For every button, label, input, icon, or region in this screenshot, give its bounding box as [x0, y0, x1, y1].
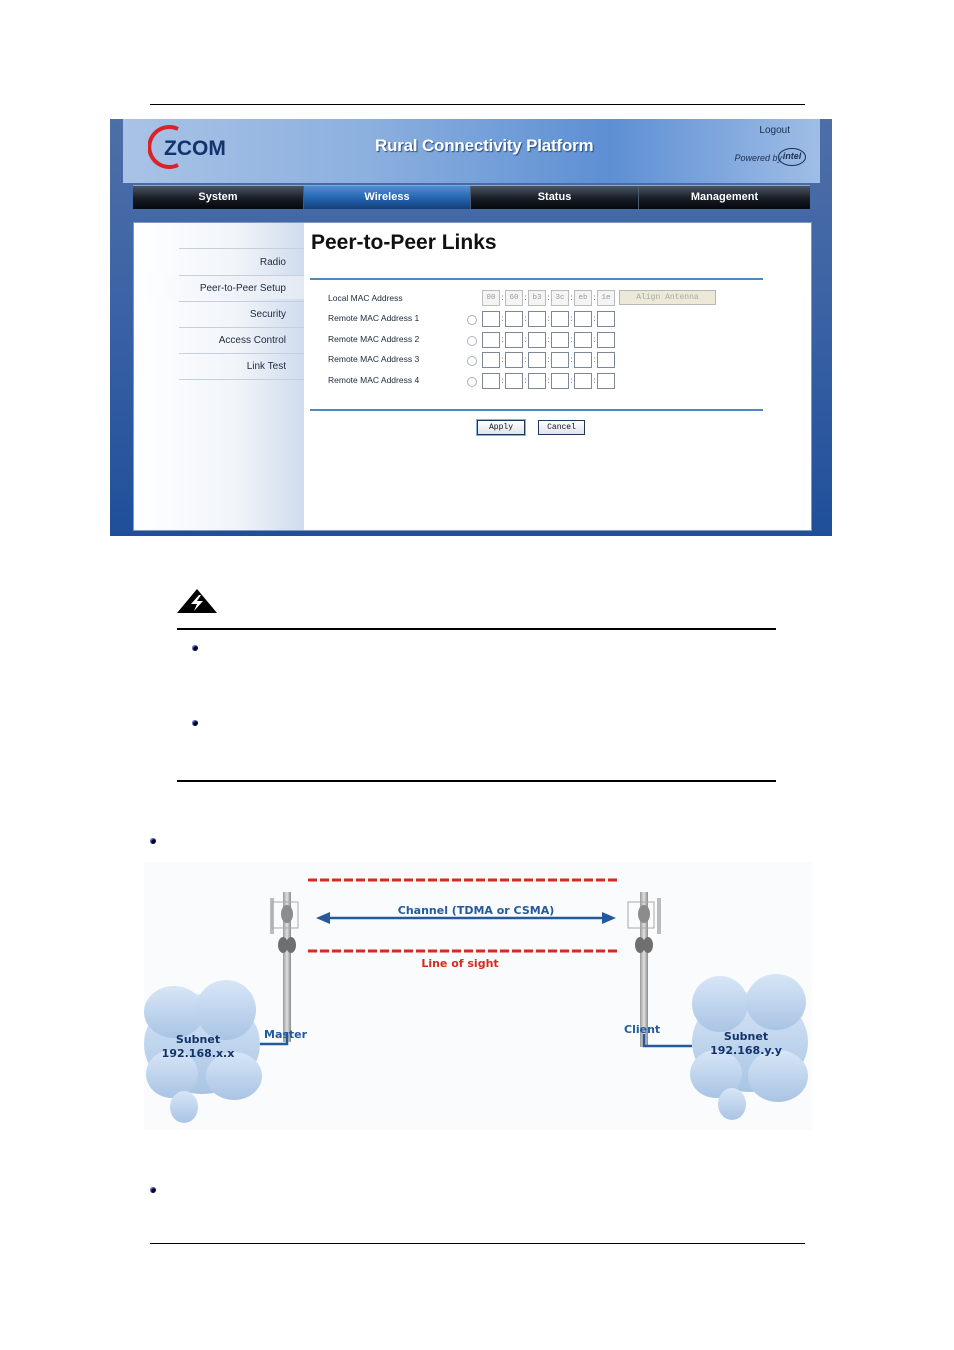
sidebar-divider [179, 275, 304, 276]
page-title: Peer-to-Peer Links [311, 231, 497, 254]
page-top-rule [150, 104, 805, 105]
mac-octet-input[interactable] [505, 332, 523, 348]
sidebar-item-link-test[interactable]: Link Test [246, 361, 286, 372]
tab-status[interactable]: Status [471, 186, 639, 209]
app-screenshot [110, 119, 832, 536]
sidebar [134, 223, 304, 530]
local-mac-octet: eb [574, 290, 592, 306]
subnet-right-ip: 192.168.y.y [710, 1044, 782, 1057]
mac-octet-input[interactable] [597, 352, 615, 368]
bullet-icon [192, 645, 198, 651]
channel-label: Channel (TDMA or CSMA) [397, 904, 555, 917]
mac-octet-input[interactable] [482, 311, 500, 327]
sidebar-divider [179, 301, 304, 302]
local-mac-octet: 00 [482, 290, 500, 306]
peer-to-peer-diagram [144, 862, 812, 1130]
mac-octet-input[interactable] [482, 332, 500, 348]
remote-mac-radio-1[interactable] [467, 315, 477, 325]
mac-octet-input[interactable] [551, 332, 569, 348]
sidebar-item-access-control[interactable]: Access Control [218, 335, 286, 346]
bullet-icon [150, 1187, 156, 1193]
mac-octet-input[interactable] [574, 332, 592, 348]
content-panel [133, 222, 812, 531]
bullet-icon [192, 720, 198, 726]
remote-mac-fields-2: : : : : : [482, 332, 615, 348]
remote-mac-radio-4[interactable] [467, 377, 477, 387]
local-mac-octet: 3c [551, 290, 569, 306]
subnet-left-ip: 192.168.x.x [161, 1047, 235, 1060]
mac-octet-input[interactable] [528, 373, 546, 389]
tab-system[interactable]: System [133, 186, 304, 209]
mac-octet-input[interactable] [505, 373, 523, 389]
mac-octet-input[interactable] [551, 311, 569, 327]
master-label: Master [264, 1028, 308, 1041]
powered-by-text: Powered by [734, 153, 782, 163]
mac-octet-input[interactable] [597, 311, 615, 327]
mac-octet-input[interactable] [505, 311, 523, 327]
local-mac-octet: 60 [505, 290, 523, 306]
bullet-icon [150, 838, 156, 844]
mac-octet-input[interactable] [528, 311, 546, 327]
tab-management[interactable]: Management [690, 191, 759, 203]
section-rule-bottom [310, 409, 763, 411]
apply-button[interactable]: Apply [477, 420, 525, 435]
mac-octet-input[interactable] [551, 352, 569, 368]
local-mac-octet: b3 [528, 290, 546, 306]
sidebar-divider [179, 327, 304, 328]
mac-octet-input[interactable] [574, 352, 592, 368]
mac-octet-input[interactable] [482, 352, 500, 368]
mac-octet-input[interactable] [528, 352, 546, 368]
mac-octet-input[interactable] [597, 373, 615, 389]
main-nav [133, 185, 810, 209]
remote-mac-label-4: Remote MAC Address 4 [328, 375, 420, 385]
sidebar-item-radio[interactable]: Radio [259, 257, 286, 268]
mac-octet-input[interactable] [551, 373, 569, 389]
remote-mac-label-1: Remote MAC Address 1 [328, 313, 420, 323]
sidebar-item-security[interactable]: Security [249, 309, 286, 320]
remote-mac-radio-3[interactable] [467, 356, 477, 366]
warning-icon [176, 588, 218, 614]
intel-logo: intel [778, 148, 806, 166]
zcom-logo [148, 123, 258, 171]
mac-octet-input[interactable] [505, 352, 523, 368]
cancel-button[interactable]: Cancel [538, 420, 585, 435]
mac-octet-input[interactable] [528, 332, 546, 348]
warning-rule-bottom [177, 780, 776, 782]
logout-link[interactable]: Logout [759, 125, 790, 136]
local-mac-octet: 1e [597, 290, 615, 306]
sidebar-divider [179, 353, 304, 354]
remote-mac-radio-2[interactable] [467, 336, 477, 346]
svg-text:ZCOM: ZCOM [164, 137, 226, 160]
client-label: Client [624, 1023, 661, 1036]
sidebar-divider [179, 379, 304, 380]
subnet-right-title: Subnet [723, 1030, 769, 1043]
remote-mac-fields-1: : : : : : [482, 311, 615, 327]
remote-mac-fields-3: : : : : : [482, 352, 615, 368]
page-bottom-rule [150, 1243, 805, 1244]
local-mac-fields: 00 : 60 : b3 : 3c : eb : 1e [482, 290, 615, 306]
mac-octet-input[interactable] [482, 373, 500, 389]
remote-mac-label-3: Remote MAC Address 3 [328, 354, 420, 364]
section-rule-top [310, 278, 763, 280]
los-label: Line of sight [421, 957, 499, 970]
app-title: Rural Connectivity Platform [375, 136, 594, 155]
remote-mac-fields-4: : : : : : [482, 373, 615, 389]
warning-rule-top [177, 628, 776, 630]
mac-octet-input[interactable] [574, 373, 592, 389]
remote-mac-label-2: Remote MAC Address 2 [328, 334, 420, 344]
mac-octet-input[interactable] [574, 311, 592, 327]
sidebar-divider [179, 248, 304, 249]
mac-octet-input[interactable] [597, 332, 615, 348]
subnet-left-title: Subnet [175, 1033, 221, 1046]
tab-wireless[interactable]: Wireless [304, 186, 471, 209]
align-antenna-button[interactable]: Align Antenna [619, 290, 716, 305]
header-banner [123, 119, 820, 183]
sidebar-item-peer-to-peer-setup[interactable]: Peer-to-Peer Setup [199, 283, 286, 294]
local-mac-label: Local MAC Address [328, 293, 403, 303]
